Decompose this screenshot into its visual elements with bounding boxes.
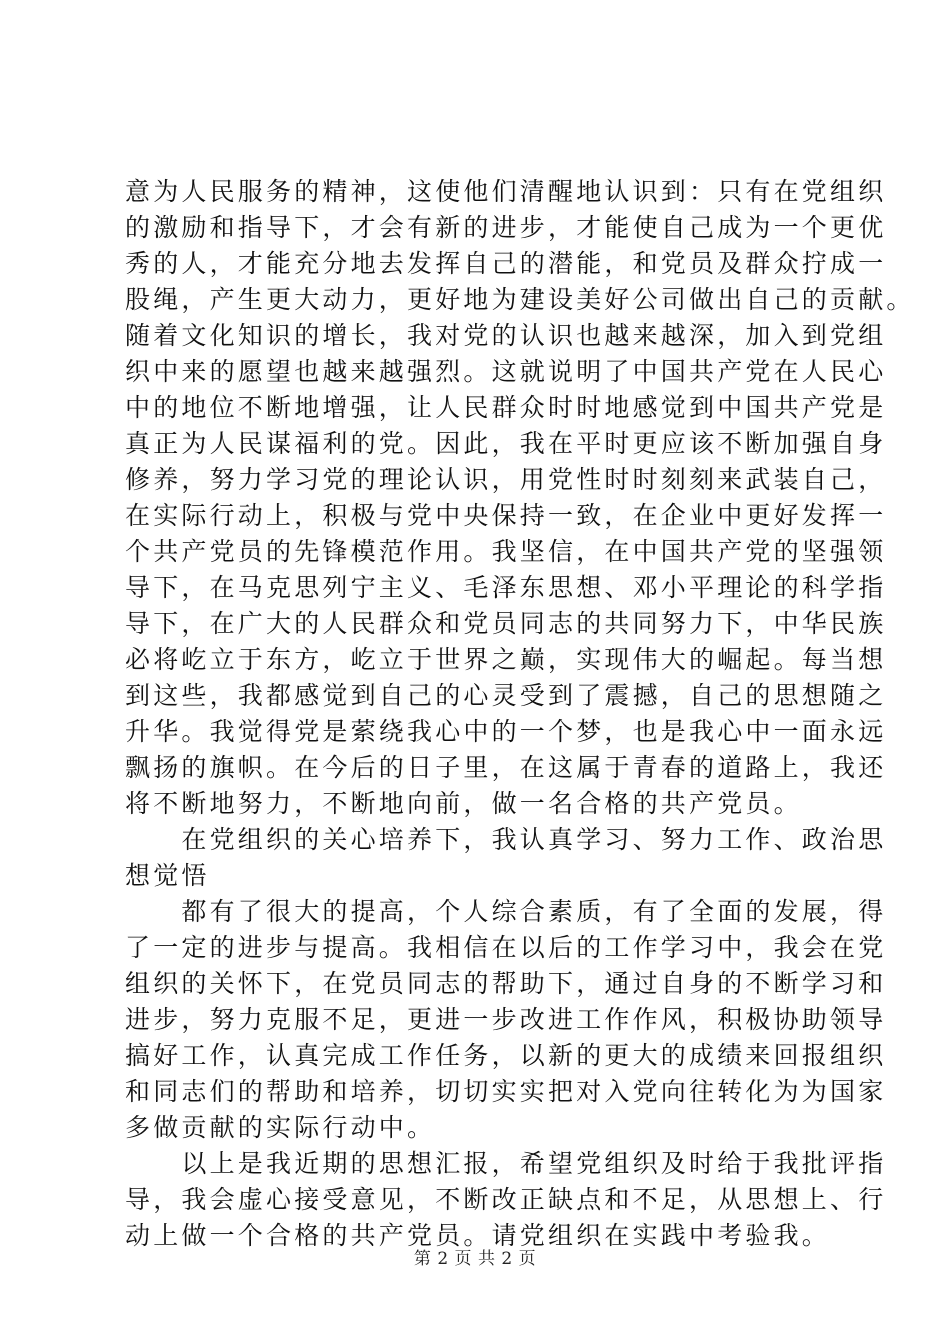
text-line: 将不断地努力，不断地向前，做一名合格的共产党员。 — [125, 789, 802, 818]
text-line: 秀的人，才能充分地去发挥自己的潜能，和党员及群众拧成一 — [125, 249, 887, 278]
text-line: 在党组织的关心培养下，我认真学习、努力工作、政治思 — [125, 825, 887, 854]
text-line: 意为人民服务的精神，这使他们清醒地认识到：只有在党组织 — [125, 177, 887, 206]
text-line: 个共产党员的先锋模范作用。我坚信，在中国共产党的坚强领 — [125, 537, 887, 566]
text-line: 了一定的进步与提高。我相信在以后的工作学习中，我会在党 — [125, 933, 887, 962]
text-line: 中的地位不断地增强，让人民群众时时地感觉到中国共产党是 — [125, 393, 887, 422]
text-line: 搞好工作，认真完成工作任务，以新的更大的成绩来回报组织 — [125, 1041, 887, 1070]
text-line: 导，我会虚心接受意见，不断改正缺点和不足，从思想上、行 — [125, 1185, 887, 1214]
text-line: 股绳，产生更大动力，更好地为建设美好公司做出自己的贡献。 — [125, 285, 915, 314]
text-line: 到这些，我都感觉到自己的心灵受到了震撼，自己的思想随之 — [125, 681, 887, 710]
text-line: 想觉悟 — [125, 861, 210, 890]
text-line: 真正为人民谋福利的党。因此，我在平时更应该不断加强自身 — [125, 429, 887, 458]
text-line: 必将屹立于东方，屹立于世界之巅，实现伟大的崛起。每当想 — [125, 645, 887, 674]
text-line: 在实际行动上，积极与党中央保持一致，在企业中更好发挥一 — [125, 501, 887, 530]
text-line: 导下，在广大的人民群众和党员同志的共同努力下，中华民族 — [125, 609, 887, 638]
page-number: 第 2 页 共 2 页 — [413, 1249, 537, 1269]
text-line: 动上做一个合格的共产党员。请党组织在实践中考验我。 — [125, 1221, 831, 1250]
text-line: 织中来的愿望也越来越强烈。这就说明了中国共产党在人民心 — [125, 357, 887, 386]
text-line: 以上是我近期的思想汇报，希望党组织及时给于我批评指 — [125, 1149, 887, 1178]
text-line: 都有了很大的提高，个人综合素质，有了全面的发展，得 — [125, 897, 887, 926]
text-line: 组织的关怀下，在党员同志的帮助下，通过自身的不断学习和 — [125, 969, 887, 998]
document-body — [125, 174, 915, 1254]
text-line: 修养，努力学习党的理论认识，用党性时时刻刻来武装自己， — [125, 465, 887, 494]
text-line: 多做贡献的实际行动中。 — [125, 1113, 436, 1142]
text-line: 随着文化知识的增长，我对党的认识也越来越深，加入到党组 — [125, 321, 887, 350]
text-line: 飘扬的旗帜。在今后的日子里，在这属于青春的道路上，我还 — [125, 753, 887, 782]
text-line: 升华。我觉得党是萦绕我心中的一个梦，也是我心中一面永远 — [125, 717, 887, 746]
text-line: 的激励和指导下，才会有新的进步，才能使自己成为一个更优 — [125, 213, 887, 242]
text-line: 和同志们的帮助和培养，切切实实把对入党向往转化为为国家 — [125, 1077, 887, 1106]
page-footer — [0, 1244, 950, 1269]
text-line: 导下，在马克思列宁主义、毛泽东思想、邓小平理论的科学指 — [125, 573, 887, 602]
text-line: 进步，努力克服不足，更进一步改进工作作风，积极协助领导 — [125, 1005, 887, 1034]
